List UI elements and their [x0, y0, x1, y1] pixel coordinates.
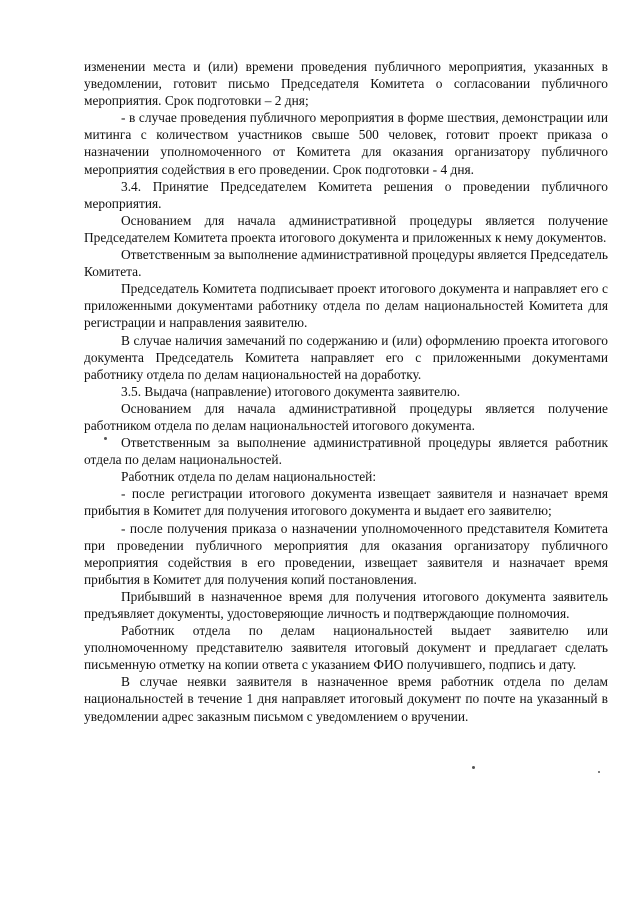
paragraph: Ответственным за выполнение административной процедуры является работник отдела по делам национальностей.: [84, 435, 608, 468]
document-page: [84, 58, 608, 725]
paragraph: В случае наличия замечаний по содержанию и (или) оформлению проекта итогового документа Председатель Комитета направляет его с приложенными документами работнику отдела по делам национальностей на доработку.: [84, 332, 608, 382]
paragraph: - в случае проведения публичного мероприятия в форме шествия, демонстрации или митинга с количеством участников свыше 500 человек, готовит проект приказа о назначении уполномоченного от Комитета для оказания организатору публичного мероприятия содействия в его проведении. Срок подготовки - 4 дня.: [84, 110, 608, 177]
list-item: - после получения приказа о назначении уполномоченного представителя Комитета при проведении публичного мероприятия для оказания организатору публичного мероприятия содействия в его проведении, извещает заявителя и назначает время прибытия в Комитет для получения копий постановления.: [84, 520, 608, 587]
scan-speck: [104, 437, 107, 440]
paragraph: Основанием для начала административной процедуры является получение работником отдела по делам национальностей итогового документа.: [84, 400, 608, 433]
section-heading: 3.5. Выдача (направление) итогового документа заявителю.: [121, 383, 461, 399]
paragraph: Работник отдела по делам национальностей:: [121, 469, 377, 485]
paragraph: Работник отдела по делам национальностей выдает заявителю или уполномоченному представителю заявителя итоговый документ и предлагает сделать письменную отметку на копии ответа с указанием ФИО получившего, подпись и дату.: [84, 623, 608, 673]
paragraph: В случае неявки заявителя в назначенное время работник отдела по делам национальностей в течение 1 дня направляет итоговый документ по почте на указанный в уведомлении адрес заказным письмом с уведомлением о вручении.: [84, 674, 608, 724]
scan-speck: [598, 771, 600, 773]
scan-speck: [472, 766, 475, 769]
list-item: - после регистрации итогового документа извещает заявителя и назначает время прибытия в Комитет для получения итогового документа и выдает его заявителю;: [84, 486, 608, 519]
section-heading: 3.4. Принятие Председателем Комитета решения о проведении публичного мероприятия.: [84, 178, 608, 211]
paragraph: Основанием для начала административной процедуры является получение Председателем Комитета проекта итогового документа и приложенных к нему документов.: [84, 212, 608, 245]
paragraph: Ответственным за выполнение административной процедуры является Председатель Комитета.: [84, 247, 608, 280]
paragraph: Председатель Комитета подписывает проект итогового документа и направляет его с приложенными документами работнику отдела по делам национальностей Комитета для регистрации и направления заявителю.: [84, 281, 608, 331]
paragraph: Прибывший в назначенное время для получения итогового документа заявитель предъявляет документы, удостоверяющие личность и подтверждающие полномочия.: [84, 588, 608, 621]
paragraph: изменении места и (или) времени проведения публичного мероприятия, указанных в уведомлении, готовит письмо Председателя Комитета о согласовании публичного мероприятия. Срок подготовки – 2 дня;: [84, 59, 608, 109]
